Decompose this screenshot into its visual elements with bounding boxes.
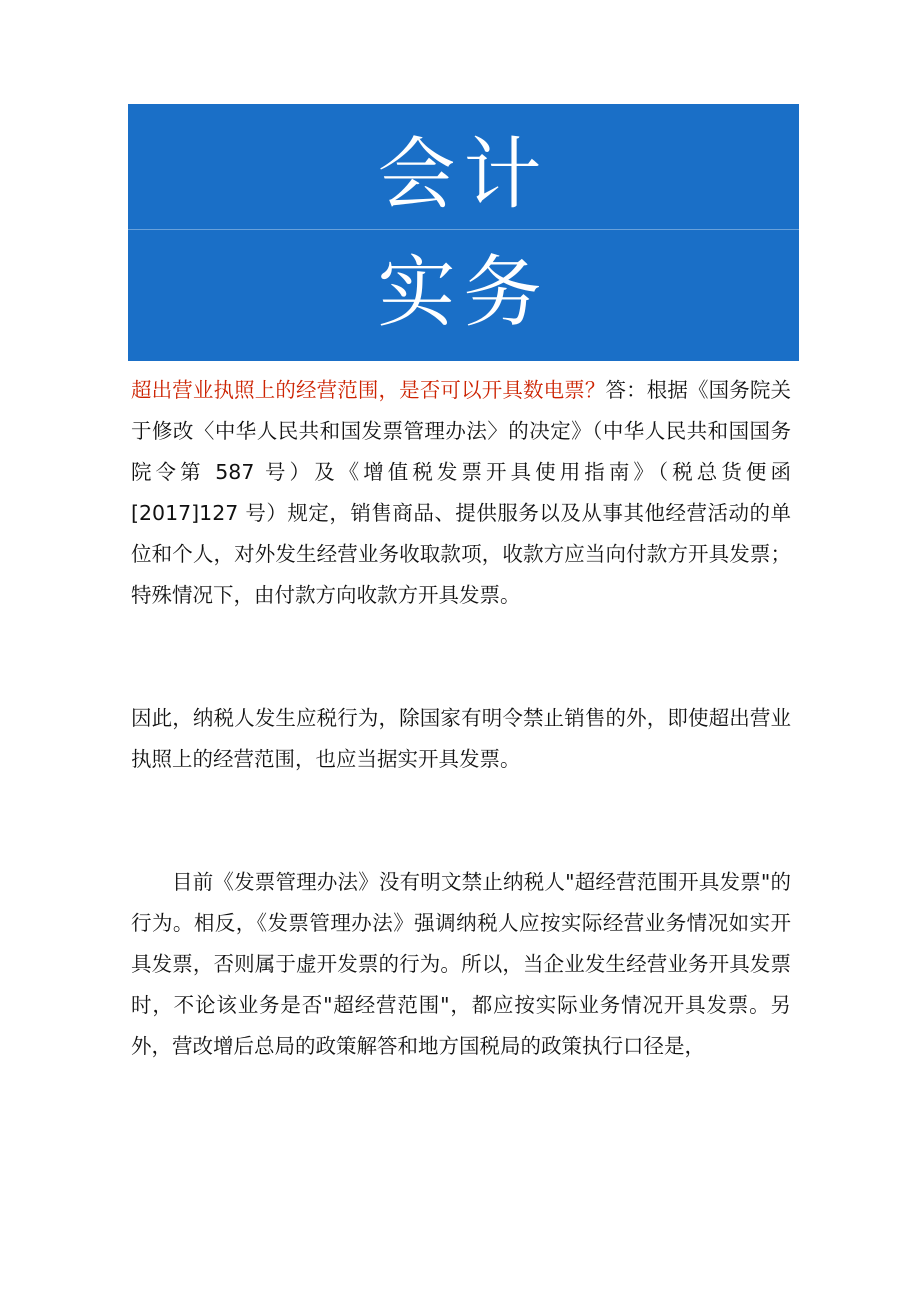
title-banner: [128, 104, 799, 361]
banner-title-line-1: 会计: [377, 130, 550, 220]
banner-title-line-2: 实务: [377, 248, 550, 338]
paragraph-1: [131, 370, 791, 616]
article-body: [131, 370, 791, 1067]
banner-divider: [128, 229, 799, 230]
paragraph-3: 目前《发票管理办法》没有明文禁止纳税人"超经营范围开具发票"的行为。相反，《发票管理办法》强调纳税人应按实际经营业务情况如实开具发票，否则属于虚开发票的行为。所以，当企业发生经营业务开具发票时，不论该业务是否"超经营范围"，都应按实际业务情况开具发票。另外，营改增后总局的政策解答和地方国税局的政策执行口径是，: [131, 870, 791, 1058]
question-text: 超出营业执照上的经营范围，是否可以开具数电票？: [131, 378, 606, 402]
paragraph-2: 因此，纳税人发生应税行为，除国家有明令禁止销售的外，即使超出营业执照上的经营范围，也应当据实开具发票。: [131, 706, 791, 771]
answer-text: 答：根据《国务院关于修改〈中华人民共和国发票管理办法〉的决定》（中华人民共和国国务院令第 587 号）及《增值税发票开具使用指南》（税总货便函[2017]127 号）规定，销售商品、提供服务以及从事其他经营活动的单位和个人，对外发生经营业务收取款项，收款方应当向付款方开具发票；特殊情况下，由付款方向收款方开具发票。: [131, 378, 792, 607]
